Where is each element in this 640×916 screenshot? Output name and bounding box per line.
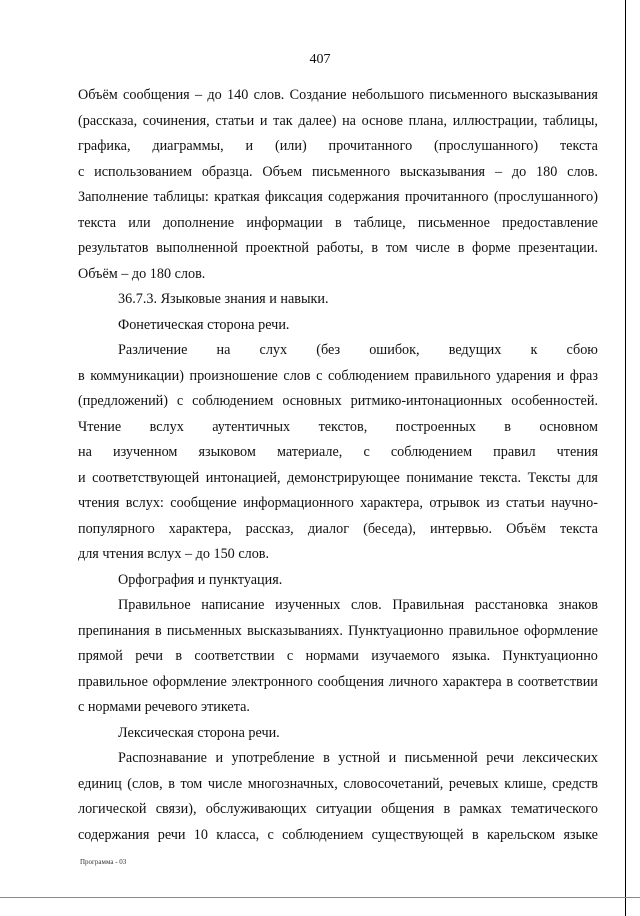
text-line: прямой речи в соответствии с нормами изучаемого языка. Пунктуационно xyxy=(78,648,598,664)
text-line: Правильное написание изученных слов. Правильная расстановка знаков xyxy=(118,597,598,613)
text-line: с использованием образца. Объем письменного высказывания – до 180 слов. xyxy=(78,163,598,180)
text-line: Различение на слух (без ошибок, ведущих к сбою xyxy=(118,342,598,358)
text-line: Чтение вслух аутентичных текстов, построенных в основном xyxy=(78,418,598,435)
text-line: содержания речи 10 класса, с соблюдением существующей в карельском языке xyxy=(78,826,598,843)
text-line: Распознавание и употребление в устной и письменной речи лексических xyxy=(118,750,598,766)
text-line: в коммуникации) произношение слов с соблюдением правильного ударения и фраз xyxy=(78,367,598,384)
text-line: единиц (слов, в том числе многозначных, словосочетаний, речевых клише, средств xyxy=(78,775,598,792)
text-line: на изученном языковом материале, с соблюдением правил чтения xyxy=(78,444,598,460)
body-text xyxy=(78,83,598,848)
text-line: Фонетическая сторона речи. xyxy=(118,316,290,333)
footer-label: Программа - 03 xyxy=(80,858,127,866)
text-line: Заполнение таблицы: краткая фиксация содержания прочитанного (прослушанного) xyxy=(78,189,598,205)
text-line: 36.7.3. Языковые знания и навыки. xyxy=(118,291,329,307)
text-line: результатов выполненной проектной работы, в том числе в форме презентации. xyxy=(78,240,598,256)
text-line: Объём сообщения – до 140 слов. Создание небольшого письменного высказывания xyxy=(78,87,598,103)
text-line: (рассказа, сочинения, статьи и так далее) на основе плана, иллюстрации, таблицы, xyxy=(78,112,598,129)
text-line: с нормами речевого этикета. xyxy=(78,699,250,715)
text-line: и соответствующей интонацией, демонстрирующее понимание текста. Тексты для xyxy=(78,469,598,486)
text-line: текста или дополнение информации в таблице, письменное предоставление xyxy=(78,214,598,231)
scan-edge-right xyxy=(625,0,626,916)
text-line: популярного характера, рассказ, диалог (беседа), интервью. Объём текста xyxy=(78,520,598,537)
page-number: 407 xyxy=(309,52,331,67)
text-line: препинания в письменных высказываниях. Пунктуационно правильное оформление xyxy=(78,622,598,639)
text-line: логической связи), обслуживающих ситуации общения в рамках тематического xyxy=(78,801,598,817)
text-line: для чтения вслух – до 150 слов. xyxy=(78,546,270,562)
text-line: Орфография и пунктуация. xyxy=(118,571,283,588)
text-line: (предложений) с соблюдением основных ритмико-интонационных особенностей. xyxy=(78,393,598,409)
scan-edge-bottom xyxy=(0,897,640,898)
text-line: графика, диаграммы, и (или) прочитанного (прослушанного) текста xyxy=(78,138,598,154)
text-line: чтения вслух: сообщение информационного характера, отрывок из статьи научно- xyxy=(78,495,598,511)
text-line: правильное оформление электронного сообщения личного характера в соответствии xyxy=(78,673,598,690)
text-line: Лексическая сторона речи. xyxy=(118,724,280,741)
text-line: Объём – до 180 слов. xyxy=(78,265,206,282)
